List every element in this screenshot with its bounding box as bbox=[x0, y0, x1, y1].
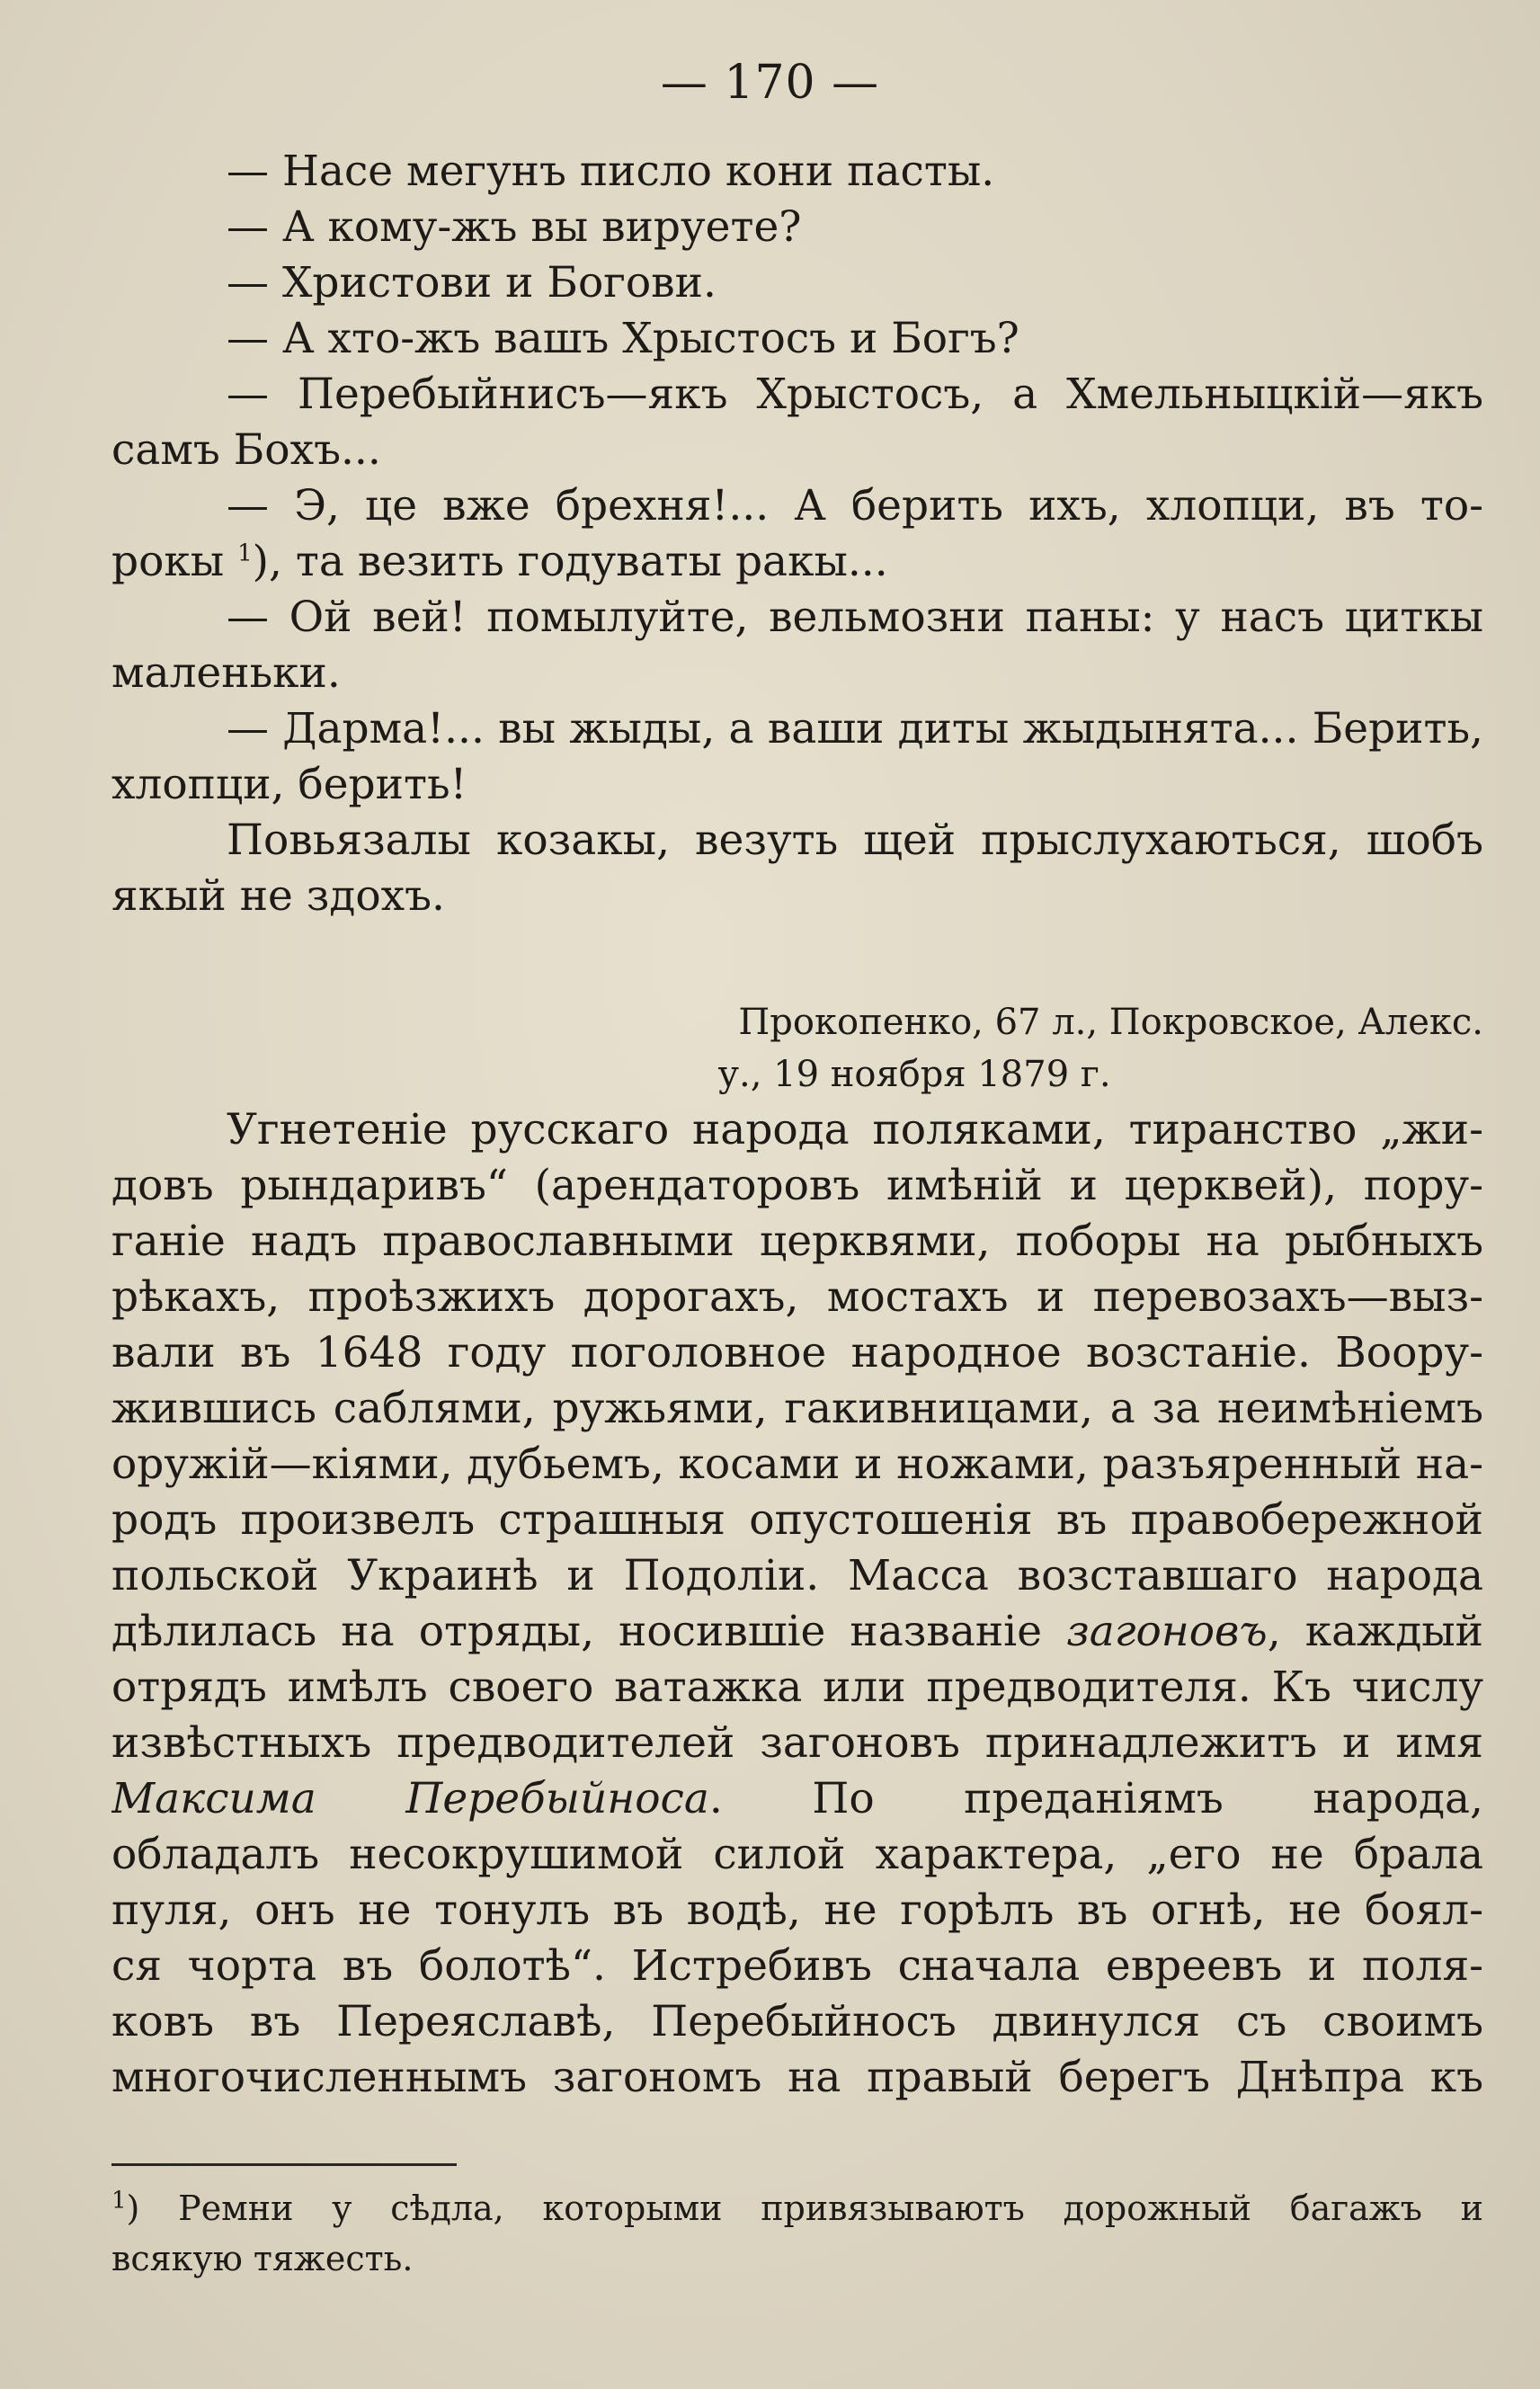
paragraph-text: , каждый bbox=[1267, 1607, 1483, 1656]
footnote-ref-marker: 1 bbox=[237, 539, 253, 567]
paragraph-line bbox=[111, 1604, 1483, 1660]
footnote bbox=[111, 2183, 1483, 2284]
paragraph-line: оружій—кіями, дубьемъ, косами и ножами, разъяренный на- bbox=[111, 1440, 1483, 1489]
paragraph-line: довъ рындаривъ“ (арендаторовъ имѣній и церквей), пору- bbox=[111, 1161, 1483, 1210]
source-attribution bbox=[111, 996, 1483, 1101]
footnote-text: ) Ремни у сѣдла, которыми привязываютъ дорожный багажъ и bbox=[126, 2188, 1483, 2228]
paragraph-line: ковъ въ Переяславѣ, Перебыйносъ двинулся съ своимъ bbox=[111, 1997, 1483, 2046]
main-paragraph bbox=[111, 1102, 1483, 2106]
dialogue-line: — А хто-жъ вашъ Хрыстосъ и Богъ? bbox=[227, 314, 1019, 363]
dialogue-line: Повьязалы козакы, везуть щей прыслухаються, шобъ bbox=[227, 816, 1483, 865]
paragraph-line: рѣкахъ, проѣзжихъ дорогахъ, мостахъ и перевозахъ—выз- bbox=[111, 1272, 1483, 1322]
paragraph-line: пуля, онъ не тонулъ въ водѣ, не горѣлъ въ огнѣ, не боял- bbox=[111, 1885, 1483, 1935]
dialogue-line: — Ой вей! помылуйте, вельмозни паны: у насъ циткы bbox=[227, 593, 1483, 642]
footnote-line: всякую тяжесть. bbox=[111, 2239, 414, 2278]
italic-term: загоновъ bbox=[1066, 1607, 1268, 1656]
paragraph-line: Угнетеніе русскаго народа поляками, тиранство „жи- bbox=[227, 1105, 1483, 1154]
paragraph-line: польской Украинѣ и Подоліи. Масса возставшаго народа bbox=[111, 1551, 1483, 1600]
dialogue-line: — Насе мегунъ писло кони пасты. bbox=[227, 147, 995, 196]
page-number: — 170 — bbox=[660, 56, 880, 110]
dialogue-line: самъ Бохъ... bbox=[111, 425, 381, 475]
dialogue-line: — Христови и Богови. bbox=[227, 258, 717, 308]
paragraph-text: . По преданіямъ народа, bbox=[708, 1774, 1483, 1823]
dialogue-line: — А кому-жъ вы вируете? bbox=[227, 202, 802, 252]
paragraph-line: жившись саблями, ружьями, гакивницами, а за неимѣніемъ bbox=[111, 1384, 1483, 1433]
dialogue-text: рокы bbox=[111, 537, 238, 586]
paragraph-line: вали въ 1648 году поголовное народное возстаніе. Воору- bbox=[111, 1328, 1483, 1377]
paragraph-line: отрядъ имѣлъ своего ватажка или предводителя. Къ числу bbox=[111, 1662, 1483, 1712]
source-line-2: у., 19 ноября 1879 г. bbox=[717, 1054, 1111, 1095]
dialogue-line: маленьки. bbox=[111, 648, 341, 698]
paragraph-line: ганіе надъ православными церквями, поборы на рыбныхъ bbox=[111, 1217, 1483, 1266]
paragraph-line: родъ произвелъ страшныя опустошенія въ правобережной bbox=[111, 1495, 1483, 1545]
dialogue-line: — Перебыйнисъ—якъ Хрыстосъ, а Хмельныцкій—якъ bbox=[227, 370, 1483, 419]
dialogue-text: та везить годуваты ракы... bbox=[295, 537, 888, 586]
paragraph-line: многочисленнымъ загономъ на правый берегъ Днѣпра къ bbox=[111, 2053, 1483, 2102]
paragraph-line: ся чорта въ болотѣ“. Истребивъ сначала евреевъ и поля- bbox=[111, 1941, 1483, 1991]
dialogue-line-with-footnote-ref: рокы $^1$), та везить годуваты ракы... bbox=[111, 537, 888, 586]
dialogue-line: хлопци, берить! bbox=[111, 760, 467, 809]
dialogue-line: якый не здохъ. bbox=[111, 871, 445, 921]
dialogue-block bbox=[111, 144, 1483, 924]
dialogue-text: ) bbox=[252, 537, 269, 586]
paragraph-line bbox=[111, 1771, 1483, 1827]
source-line-1: Прокопенко, 67 л., Покровское, Алекс. bbox=[738, 1002, 1483, 1043]
footnote-marker: 1 bbox=[111, 2187, 127, 2215]
paragraph-line: извѣстныхъ предводителей загоновъ принадлежитъ и имя bbox=[111, 1718, 1483, 1768]
dialogue-line: — Дарма!... вы жыды, а ваши диты жыдынята... Берить, bbox=[227, 704, 1483, 753]
paragraph-line: обладалъ несокрушимой силой характера, „его не брала bbox=[111, 1830, 1483, 1879]
paragraph-text: дѣлилась на отряды, носившіе названіе bbox=[111, 1607, 1067, 1656]
footnote-line bbox=[111, 2183, 1483, 2233]
dialogue-line: — Э, це вже брехня!... А берить ихъ, хлопци, въ то- bbox=[227, 481, 1483, 530]
footnote-divider bbox=[111, 2163, 457, 2166]
italic-name: Максима Перебыйноса bbox=[111, 1774, 709, 1823]
